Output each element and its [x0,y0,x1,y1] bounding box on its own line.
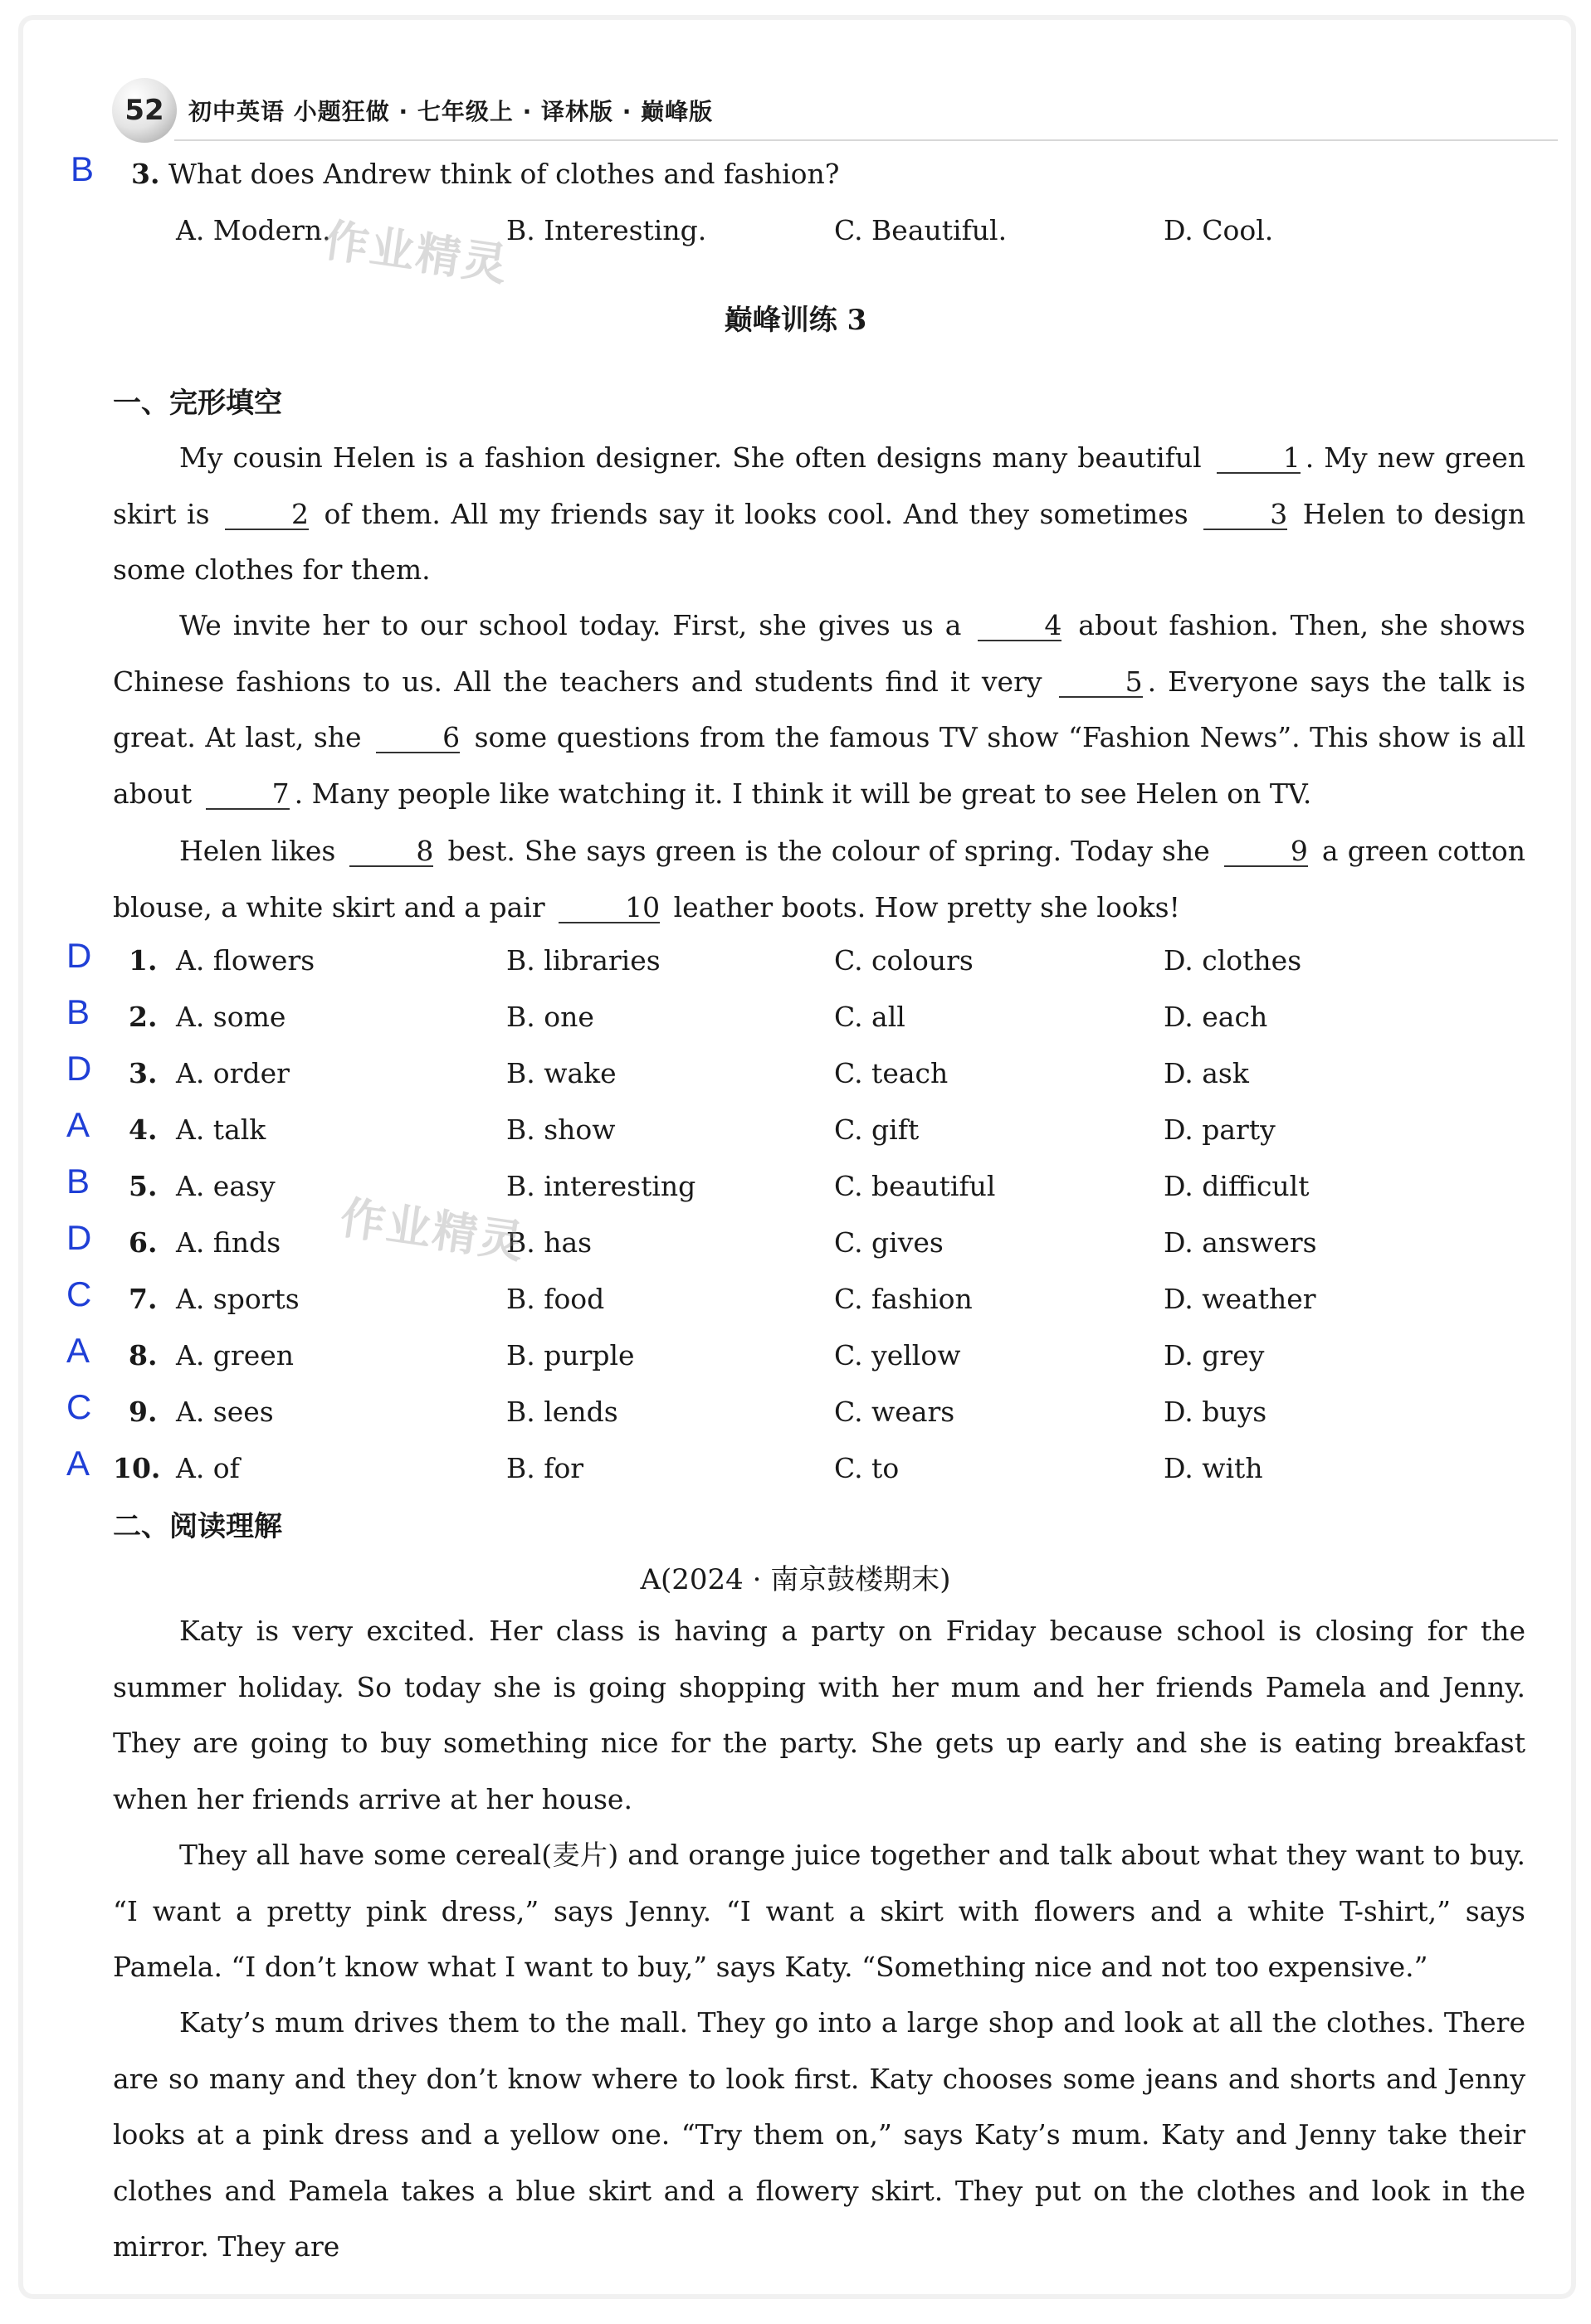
page-number: 52 [112,78,177,143]
book-title: 初中英语 小题狂做 · 七年级上 · 译林版 · 巅峰版 [188,98,714,125]
question-number: 9. [129,1396,158,1428]
option: C. Beautiful. [834,214,1008,246]
option: C. wears [834,1396,955,1428]
answer-mark: A [66,1331,90,1370]
question-number: 3. [129,1057,158,1089]
question-number: 4. [129,1113,158,1146]
option: C. fashion [834,1283,973,1315]
blank: 9 [1224,837,1308,867]
option: D. party [1164,1113,1276,1146]
answer-mark: B [66,1162,90,1201]
option: A. order [176,1057,290,1089]
option: B. wake [506,1057,617,1089]
option: B. purple [506,1339,635,1372]
question-number: 7. [129,1283,158,1315]
answer-mark: D [66,1049,92,1088]
question-number: 6. [129,1226,158,1259]
option: B. has [506,1226,593,1259]
option: A. finds [176,1226,281,1259]
answer-mark: D [66,936,92,975]
option: A. some [176,1001,286,1033]
option: C. all [834,1001,905,1033]
reading-paragraph: Katy is very excited. Her class is having a party on Friday because school is closing for the summer holiday. So today she is going shopping with her mum and her friends Pamela and Jenny. They are going to buy something nice for the party. She gets up early and she is eating breakfast when her friends arrive at her house. [113,1615,1525,1815]
part-title: 二、阅读理解 [113,1510,282,1543]
cloze-paragraph-3: Helen likes 8 best. She says green is the colour of spring. Today she 9 a green cotton blouse, a white skirt and a pair 10 leather boots. How pretty she looks! [113,835,1525,923]
option: A. easy [176,1170,276,1202]
option: B. food [506,1283,605,1315]
question-number: 1. [129,944,158,977]
blank: 5 [1059,668,1143,698]
answer-mark: D [66,1218,92,1257]
question-number: 10. [113,1452,161,1484]
option: A. talk [176,1113,266,1146]
reading-paragraph: They all have some cereal(麦片) and orange juice together and talk about what they want to buy. “I want a pretty pink dress,” says Jenny. “I want a skirt with flowers and a white T-shirt,” says Pamela. “I don’t know what I want to buy,” says Katy. “Something nice and not too expensive.” [113,1839,1525,1983]
blank: 10 [559,894,660,923]
option: A. flowers [176,944,315,977]
option: D. clothes [1164,944,1302,977]
option: C. yellow [834,1339,961,1372]
question-number: 3. [131,158,160,190]
section-title: 巅峰训练 3 [724,304,867,337]
option: C. colours [834,944,974,977]
blank: 8 [349,837,433,867]
option: A. of [176,1452,240,1484]
option: A. green [176,1339,295,1372]
passage-title: A(2024 · 南京鼓楼期末) [640,1563,951,1596]
option: D. difficult [1164,1170,1310,1202]
option: D. ask [1164,1057,1249,1089]
answer-mark: C [66,1387,92,1426]
watermark: 作业精灵 [337,1191,529,1269]
option: B. lends [506,1396,618,1428]
answer-mark: B [71,149,95,188]
option: A. sees [176,1396,274,1428]
option: D. grey [1164,1339,1265,1372]
answer-mark: A [66,1444,90,1483]
option: B. interesting [506,1170,696,1202]
option: D. with [1164,1452,1263,1484]
option: B. libraries [506,944,661,977]
reading-paragraph: Katy’s mum drives them to the mall. They go into a large shop and look at all the clothes. There are so many and they don’t know where to look first. Katy chooses some jeans and shorts and Jenny looks at a pink dress and a yellow one. “Try them on,” says Katy’s mum. Katy and Jenny take their clothes and Pamela takes a blue skirt and a flowery skirt. They put on the clothes and look in the mirror. They are [113,2006,1525,2263]
option: C. teach [834,1057,949,1089]
question-text: What does Andrew think of clothes and fashion? [168,158,840,190]
option: C. beautiful [834,1170,996,1202]
blank: 2 [225,500,309,530]
option: B. Interesting. [506,214,707,246]
header-divider [174,139,1558,141]
option: D. answers [1164,1226,1317,1259]
option: C. gift [834,1113,920,1146]
option: D. weather [1164,1283,1316,1315]
question-number: 5. [129,1170,158,1202]
option: A. Modern. [176,214,331,246]
option: D. buys [1164,1396,1267,1428]
question-number: 2. [129,1001,158,1033]
blank: 3 [1203,500,1287,530]
answer-mark: C [66,1274,92,1313]
option: D. each [1164,1001,1268,1033]
blank: 7 [206,780,290,810]
cloze-paragraph-1: My cousin Helen is a fashion designer. She often designs many beautiful 1 . My new green skirt is 2 of them. All my friends say it looks cool. And they sometimes 3 Helen to design some clothes for them. [113,441,1525,586]
option: B. show [506,1113,616,1146]
question-line [131,158,840,190]
question-number: 8. [129,1339,158,1372]
option: C. to [834,1452,900,1484]
blank: 6 [376,724,460,753]
blank: 4 [978,611,1061,641]
cloze-paragraph-2: We invite her to our school today. First, she gives us a 4 about fashion. Then, she shows Chinese fashions to us. All the teachers and students find it very 5 . Everyone says the talk is great. At last, she 6 some questions from the famous TV show “Fashion News”. This show is all about 7 . Many people like watching it. I think it will be great to see Helen on TV. [113,609,1525,810]
blank: 1 [1217,444,1301,474]
answer-mark: A [66,1105,90,1144]
watermark: 作业精灵 [320,213,512,292]
option: D. Cool. [1164,214,1274,246]
part-title: 一、完形填空 [113,387,282,420]
option: B. for [506,1452,584,1484]
option: A. sports [176,1283,300,1315]
option: C. gives [834,1226,944,1259]
option: B. one [506,1001,594,1033]
answer-mark: B [66,992,90,1031]
page-header [112,81,713,139]
